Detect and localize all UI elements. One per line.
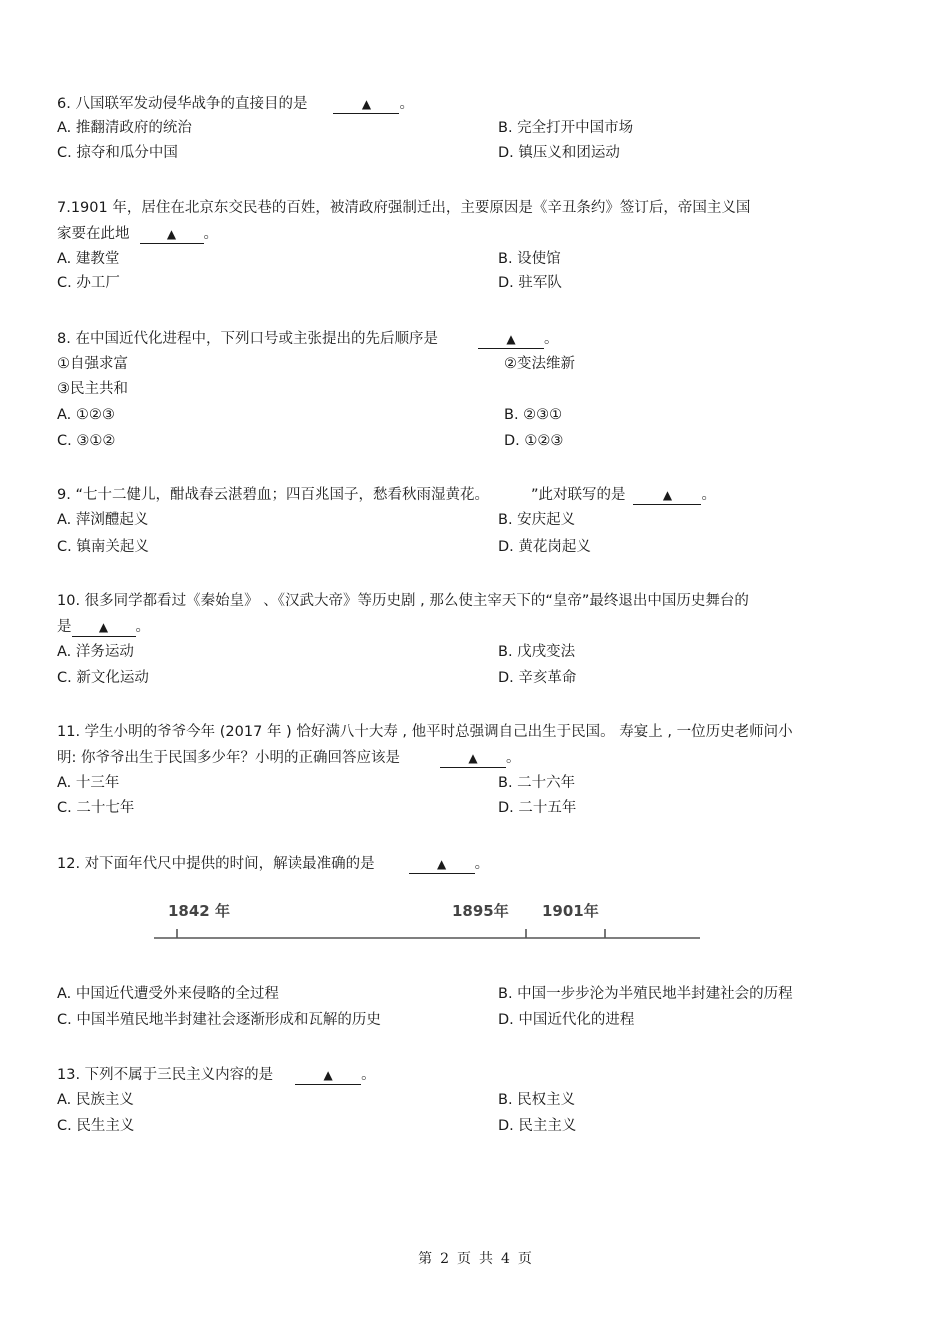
question-6-stem: 6. 八国联军发动侵华战争的直接目的是 ▲ 。 bbox=[57, 96, 414, 112]
question-10-stem-line2: 是 ▲ 。 bbox=[57, 619, 150, 635]
timeline-label-1895: 1895年 bbox=[452, 902, 509, 920]
question-12-stem: 12. 对下面年代尺中提供的时间，解读最准确的是 ▲ 。 bbox=[57, 856, 490, 872]
q13-option-b: B. 民权主义 bbox=[498, 1092, 576, 1108]
q10-option-c: C. 新文化运动 bbox=[57, 670, 149, 686]
q11-option-c: C. 二十七年 bbox=[57, 800, 135, 816]
answer-blank bbox=[295, 1067, 361, 1085]
q10-option-b: B. 戊戌变法 bbox=[498, 644, 576, 660]
q12-option-a: A. 中国近代遭受外来侵略的全过程 bbox=[57, 986, 279, 1002]
triangle-marker-icon: ▲ bbox=[506, 332, 516, 346]
question-9-stem: 9. “七十二健儿，酣战春云湛碧血；四百兆国子，愁看秋雨湿黄花。 ”此对联写的是 ▲ 。 bbox=[57, 487, 716, 503]
total-pages-number: 4 bbox=[501, 1251, 510, 1267]
q9-option-a: A. 萍浏醴起义 bbox=[57, 512, 149, 528]
q13-option-a: A. 民族主义 bbox=[57, 1092, 134, 1108]
q12-option-c: C. 中国半殖民地半封建社会逐渐形成和瓦解的历史 bbox=[57, 1012, 381, 1028]
q8-option-b: B. ②③① bbox=[504, 407, 563, 423]
q11-option-b: B. 二十六年 bbox=[498, 775, 576, 791]
q12-option-d: D. 中国近代化的进程 bbox=[498, 1012, 635, 1028]
question-10-stem-line1: 10. 很多同学都看过《秦始皇》 、《汉武大帝》等历史剧 , 那么使主宰天下的“皇帝”最终退出中国历史舞台的 bbox=[57, 593, 749, 609]
triangle-marker-icon: ▲ bbox=[361, 97, 372, 111]
question-7-stem-line2: 家要在此地 ▲ 。 bbox=[57, 226, 218, 242]
answer-blank bbox=[140, 226, 204, 244]
triangle-marker-icon: ▲ bbox=[98, 620, 109, 634]
q13-option-d: D. 民主主义 bbox=[498, 1118, 577, 1134]
triangle-marker-icon: ▲ bbox=[468, 751, 478, 765]
q9-option-b: B. 安庆起义 bbox=[498, 512, 576, 528]
q8-option-c: C. ③①② bbox=[57, 433, 116, 449]
q9-option-c: C. 镇南关起义 bbox=[57, 539, 149, 555]
q7-option-b: B. 设使馆 bbox=[498, 251, 561, 267]
q10-option-d: D. 辛亥革命 bbox=[498, 670, 577, 686]
question-11-stem-line2: 明: 你爷爷出生于民国多少年？小明的正确回答应该是 ▲ 。 bbox=[57, 750, 521, 766]
q13-option-c: C. 民生主义 bbox=[57, 1118, 135, 1134]
q8-item-3: ③民主共和 bbox=[57, 381, 128, 397]
q11-option-d: D. 二十五年 bbox=[498, 800, 577, 816]
answer-blank bbox=[633, 487, 701, 505]
q11-option-a: A. 十三年 bbox=[57, 775, 120, 791]
question-11-stem-line1: 11. 学生小明的爷爷今年 (2017 年 ) 恰好满八十大寿 , 他平时总强调自己出生于民国。 寿宴上 , 一位历史老师问小 bbox=[57, 724, 793, 740]
page-footer: 第 2 页 共 4 页 bbox=[418, 1251, 532, 1267]
triangle-marker-icon: ▲ bbox=[437, 857, 447, 871]
q9-option-d: D. 黄花岗起义 bbox=[498, 539, 591, 555]
triangle-marker-icon: ▲ bbox=[166, 227, 177, 241]
q12-option-b: B. 中国一步步沦为半殖民地半封建社会的历程 bbox=[498, 986, 793, 1002]
q8-item-2: ②变法维新 bbox=[504, 356, 575, 372]
question-13-stem: 13. 下列不属于三民主义内容的是 ▲ 。 bbox=[57, 1067, 376, 1083]
timeline-label-1901: 1901年 bbox=[542, 902, 599, 920]
q8-option-a: A. ①②③ bbox=[57, 407, 115, 423]
q6-option-d: D. 镇压义和团运动 bbox=[498, 145, 620, 161]
q8-option-d: D. ①②③ bbox=[504, 433, 564, 449]
q6-option-c: C. 掠夺和瓜分中国 bbox=[57, 145, 178, 161]
q10-option-a: A. 洋务运动 bbox=[57, 644, 134, 660]
triangle-marker-icon: ▲ bbox=[323, 1068, 333, 1082]
answer-blank bbox=[440, 750, 506, 768]
timeline-ruler bbox=[150, 895, 710, 945]
q6-option-a: A. 推翻清政府的统治 bbox=[57, 120, 192, 136]
q7-option-a: A. 建教堂 bbox=[57, 251, 120, 267]
question-7-stem-line1: 7.1901 年，居住在北京东交民巷的百姓，被清政府强制迁出，主要原因是《辛丑条约》签订后，帝国主义国 bbox=[57, 200, 751, 216]
current-page-number: 2 bbox=[440, 1251, 449, 1267]
q7-option-d: D. 驻军队 bbox=[498, 275, 562, 291]
answer-blank bbox=[409, 856, 475, 874]
timeline-label-1842: 1842 年 bbox=[168, 902, 230, 920]
q7-option-c: C. 办工厂 bbox=[57, 275, 120, 291]
answer-blank bbox=[478, 331, 544, 349]
question-8-stem: 8. 在中国近代化进程中，下列口号或主张提出的先后顺序是 ▲ 。 bbox=[57, 331, 559, 347]
answer-blank bbox=[333, 96, 399, 114]
q6-option-b: B. 完全打开中国市场 bbox=[498, 120, 634, 136]
answer-blank bbox=[72, 619, 136, 637]
triangle-marker-icon: ▲ bbox=[662, 488, 673, 502]
q8-item-1: ①自强求富 bbox=[57, 356, 128, 372]
